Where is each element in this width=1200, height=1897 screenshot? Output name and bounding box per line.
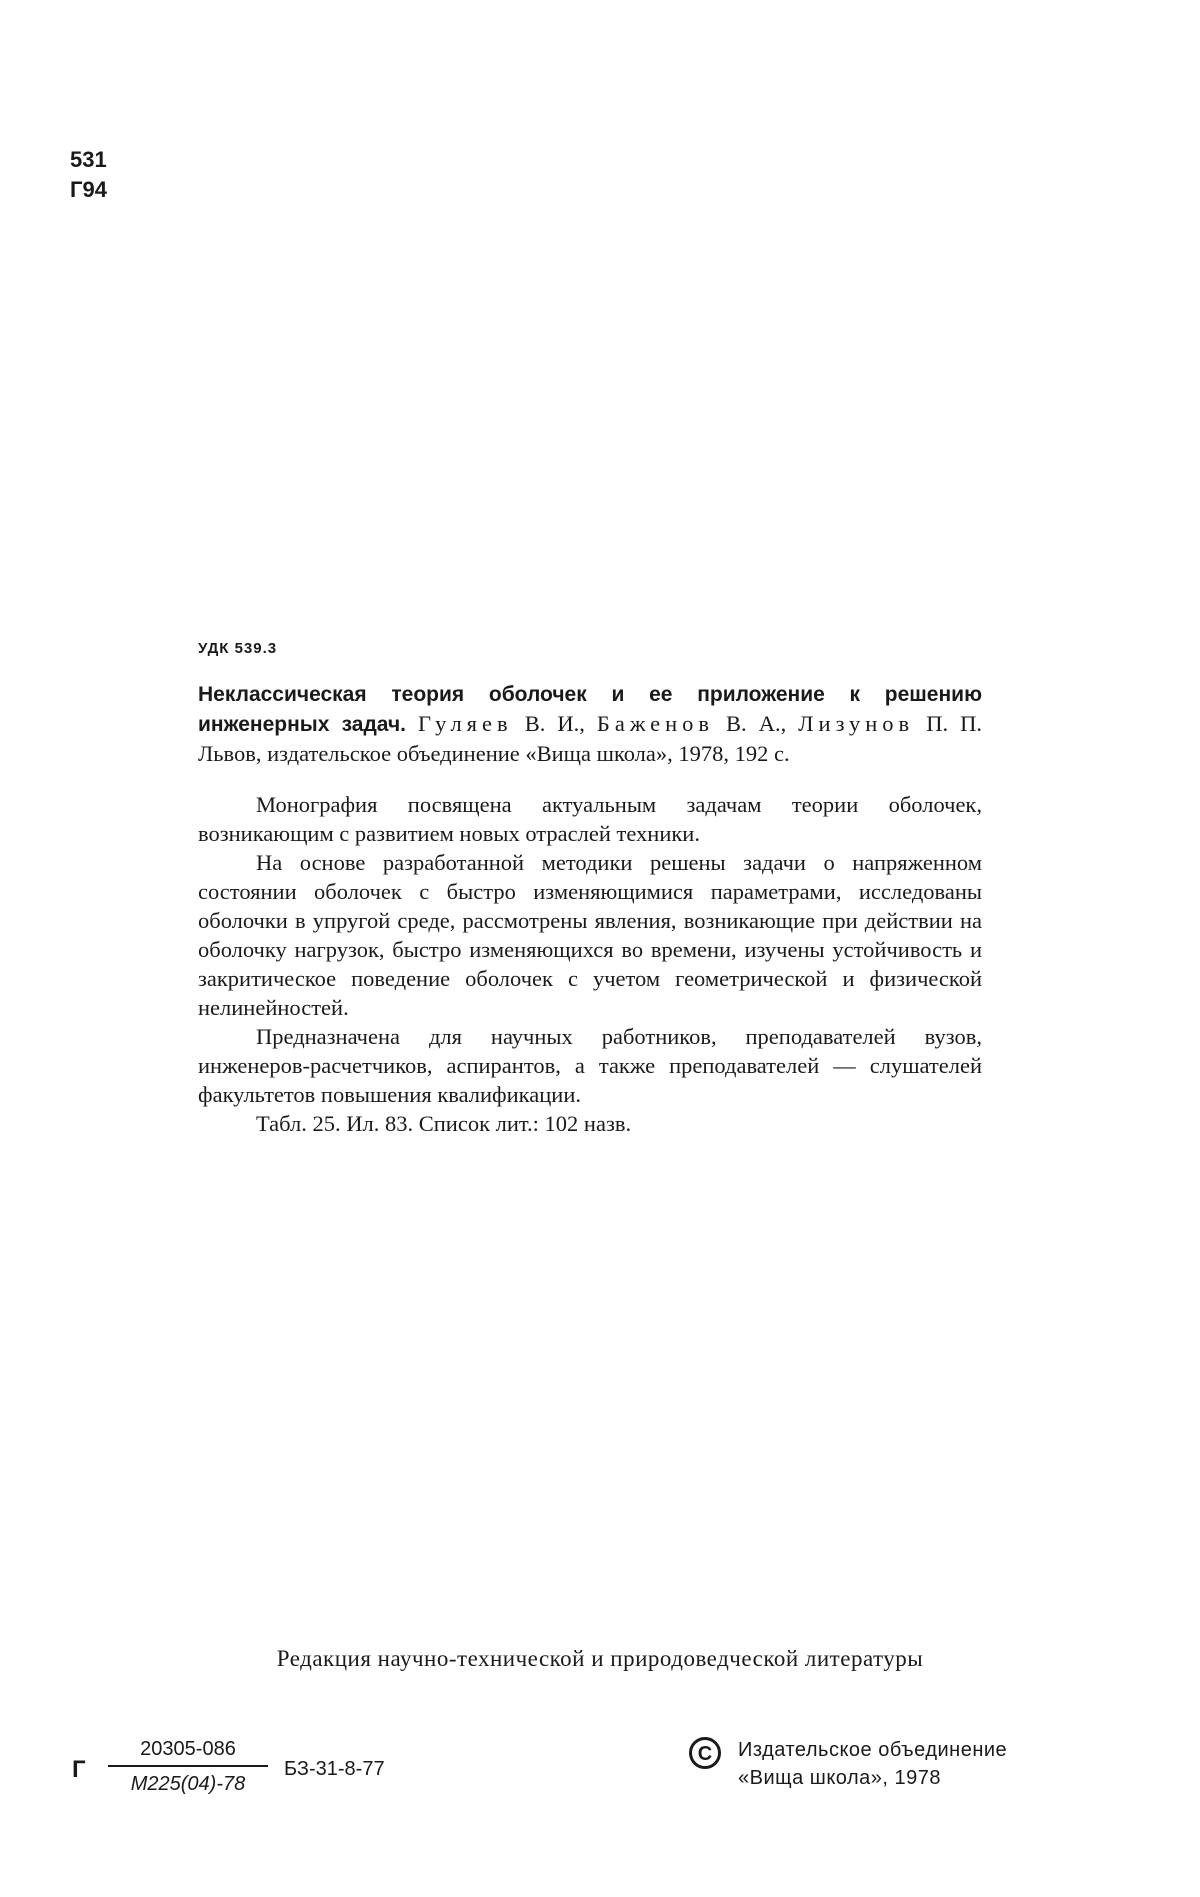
udk-code: УДК 539.3 — [198, 640, 278, 657]
bibliographic-citation — [198, 679, 982, 768]
publication-info: Львов, издательское объединение «Вища школа», 1978, 192 с. — [198, 741, 790, 766]
index-letter: Г — [72, 1756, 86, 1783]
bbk-code: 531 — [70, 147, 107, 172]
editorial-office: Редакция научно-технической и природоведческой литературы — [276, 1646, 924, 1671]
publisher-index — [72, 1738, 472, 1808]
copyright-publisher: Издательское объединение — [738, 1739, 1008, 1761]
author-initials: В. А., — [726, 711, 787, 736]
author-mark: Г94 — [70, 177, 107, 202]
author-surname: Баженов — [596, 711, 714, 736]
index-fraction — [108, 1738, 268, 1796]
author-surname: Лизунов — [798, 711, 915, 736]
abstract-block — [198, 640, 982, 1138]
abstract-paragraph: На основе разработанной методики решены задачи о напряженном состоянии оболочек с быстро изменяющимися параметрами, исследованы оболочки в упругой среде, рассмотрены явления, возникающие при действии на оболочку нагрузок, быстро изменяющихся во времени, изучены устойчивость и закритическое поведение оболочек с учетом геометрической и физической нелинейностей. — [198, 850, 982, 1020]
author-surname: Гуляев — [418, 711, 513, 736]
author-initials: П. П. — [926, 711, 982, 736]
index-denominator: М225(04)-78 — [130, 1773, 246, 1795]
copyright-notice — [688, 1736, 1108, 1792]
abstract-paragraph: Предназначена для научных работников, преподавателей вузов, инженеров-расчетчиков, аспирантов, а также преподавателей — слушателей факультетов повышения квалификации. — [198, 1024, 982, 1107]
abstract-paragraph: Монография посвящена актуальным задачам теории оболочек, возникающим с развитием новых отраслей техники. — [198, 792, 982, 846]
author-initials: В. И., — [524, 711, 585, 736]
bbk-classification — [70, 145, 107, 205]
svg-text:C: C — [697, 1743, 713, 1765]
index-numerator: 20305-086 — [108, 1738, 268, 1767]
abstract-stats: Табл. 25. Ил. 83. Список лит.: 102 назв. — [256, 1111, 632, 1136]
copyright-icon — [688, 1736, 722, 1770]
book-title: Неклассическая теория оболочек и ее приложение к решению инженерных задач. — [198, 683, 982, 736]
copyright-year: «Вища школа», 1978 — [738, 1767, 941, 1789]
index-series: БЗ-31-8-77 — [284, 1758, 385, 1780]
